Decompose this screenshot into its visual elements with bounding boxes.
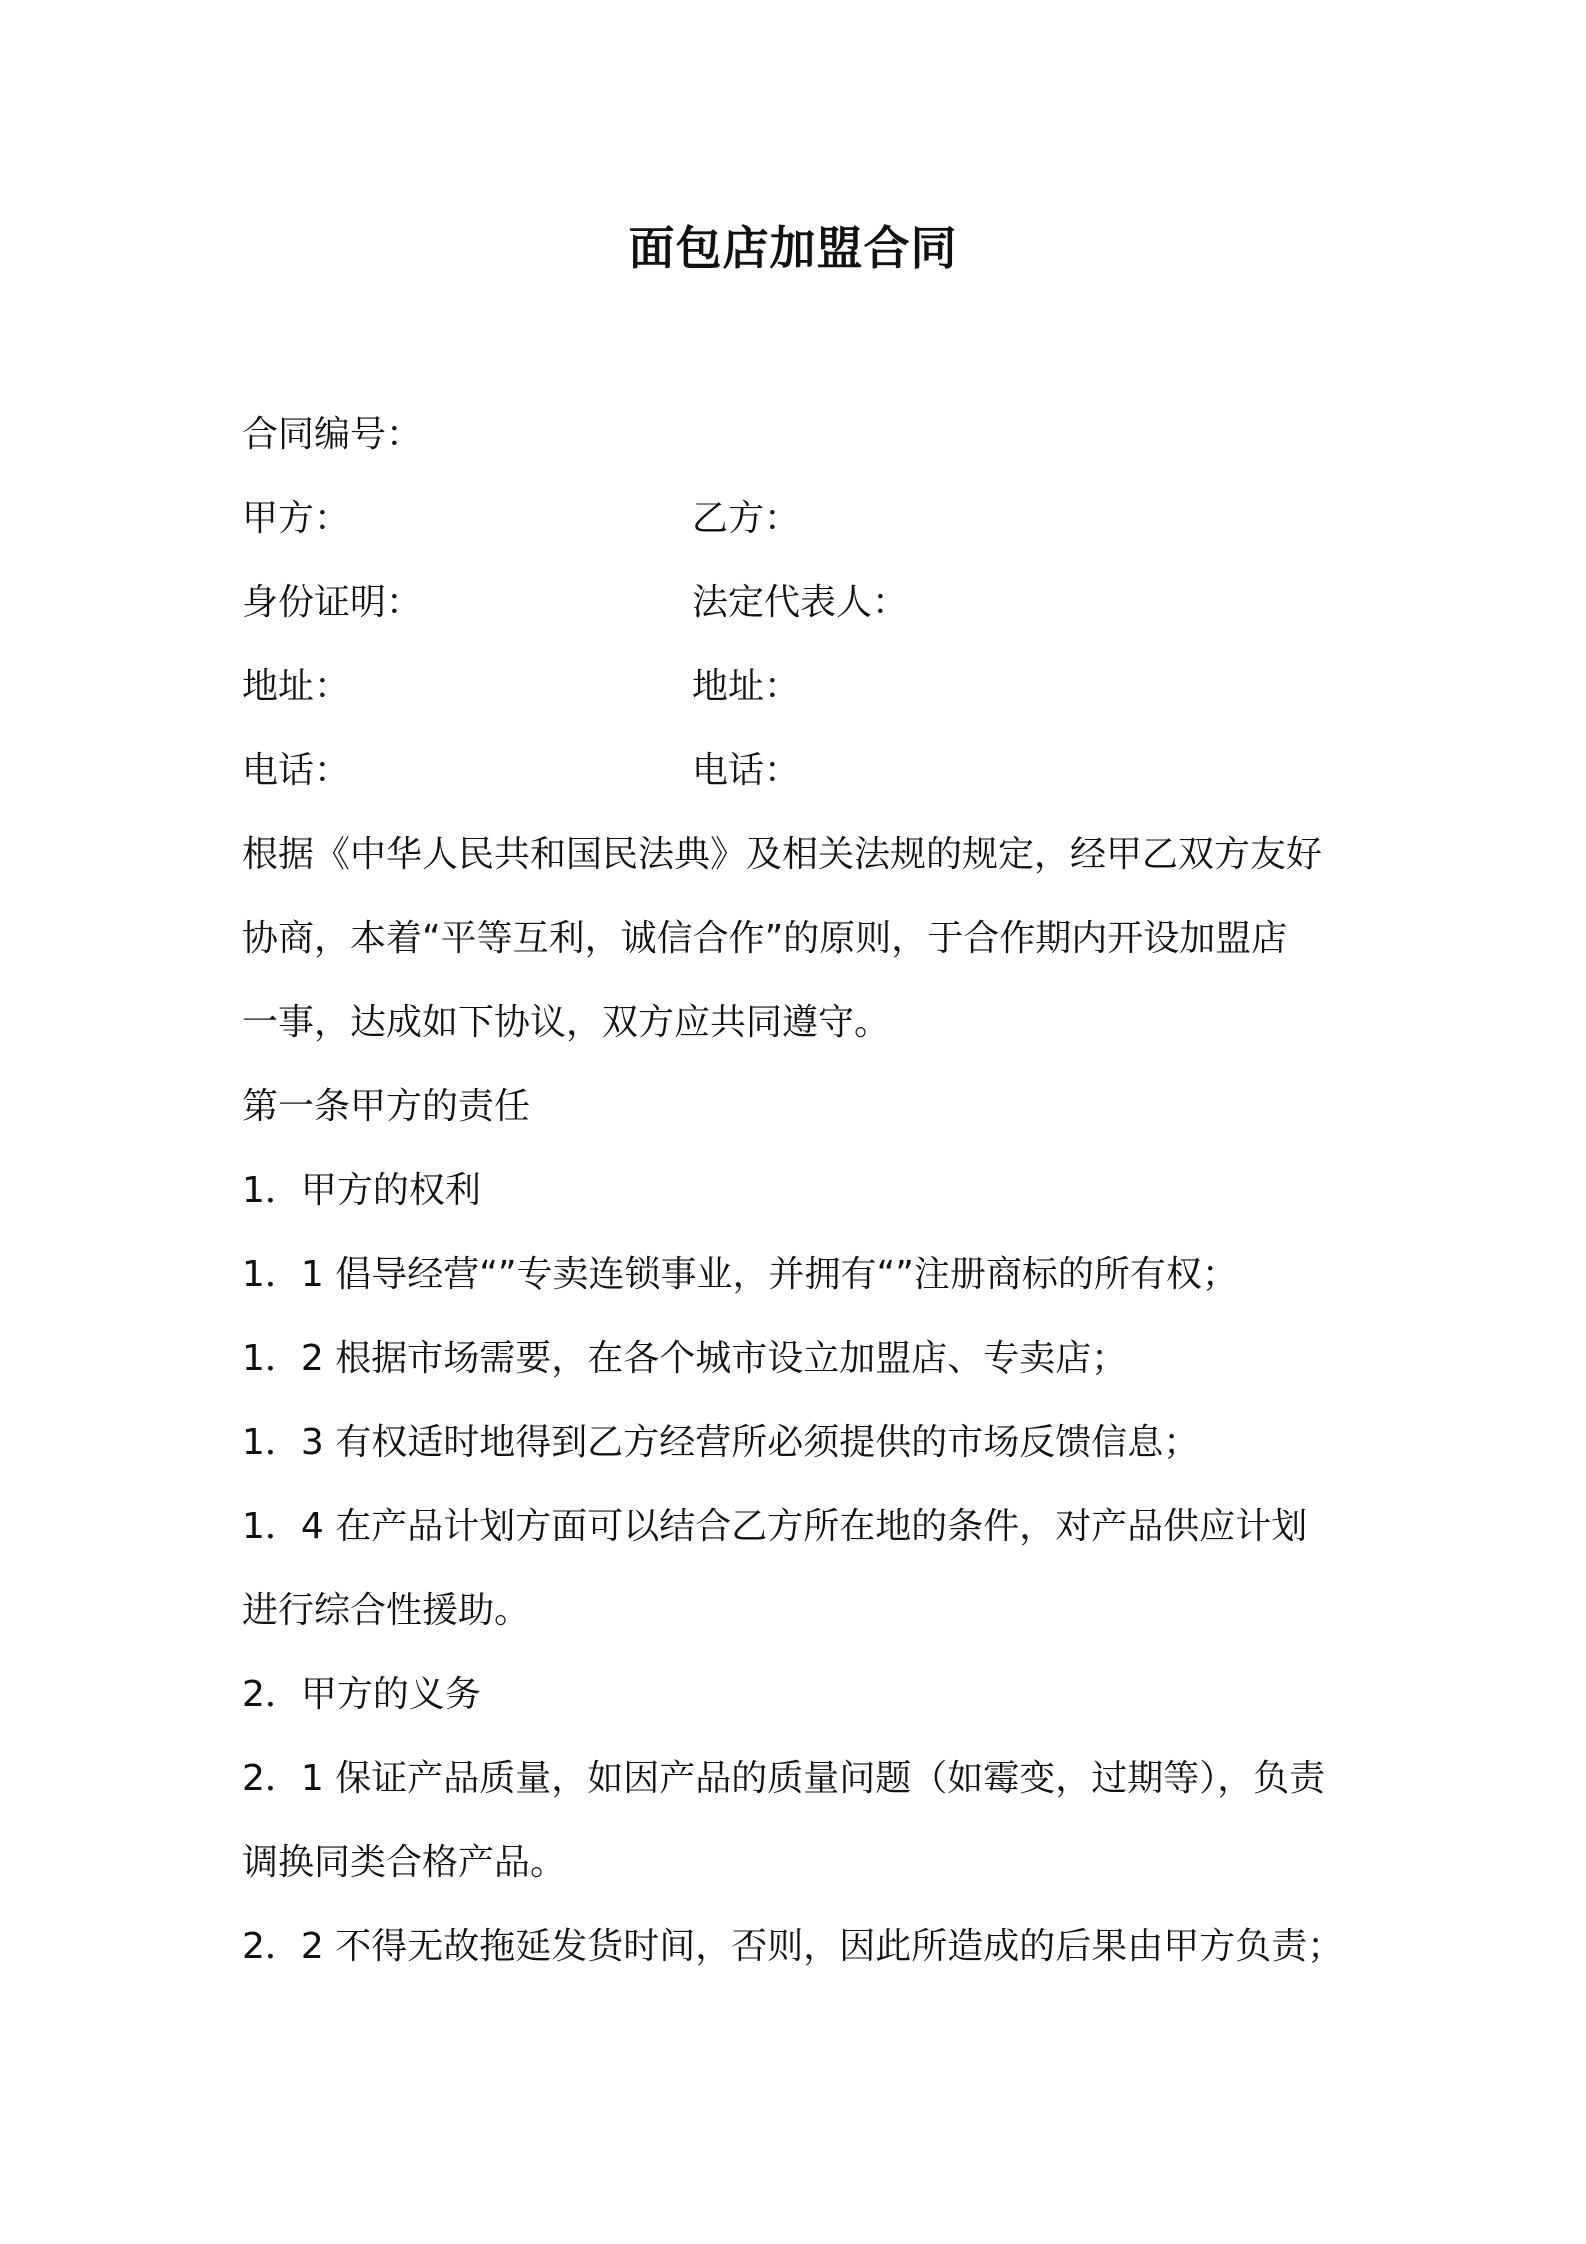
clause-line: 2．2 不得无故拖延发货时间，否则，因此所造成的后果由甲方负责； (242, 1926, 1344, 1967)
body-line: 协商，本着“平等互利，诚信合作”的原则，于合作期内开设加盟店 (242, 918, 1288, 959)
party-b-legal-rep-label: 法定代表人： (692, 582, 909, 623)
party-a-label: 甲方： (242, 498, 351, 539)
body-line: 一事，达成如下协议，双方应共同遵守。 (242, 1002, 891, 1043)
document-title: 面包店加盟合同 (628, 221, 958, 275)
section-heading: 1．甲方的权利 (242, 1170, 481, 1211)
section-heading: 2．甲方的义务 (242, 1674, 481, 1715)
article-heading: 第一条甲方的责任 (242, 1086, 531, 1127)
party-a-phone-label: 电话： (242, 750, 351, 791)
party-b-address-label: 地址： (692, 666, 801, 707)
clause-line: 进行综合性援助。 (242, 1590, 531, 1631)
clause-line: 1．1 倡导经营“”专卖连锁事业，并拥有“”注册商标的所有权； (242, 1254, 1238, 1295)
clause-line: 1．3 有权适时地得到乙方经营所必须提供的市场反馈信息； (242, 1422, 1200, 1463)
party-a-id-label: 身份证明： (242, 582, 423, 623)
body-line: 根据《中华人民共和国民法典》及相关法规的规定，经甲乙双方友好 (242, 834, 1323, 875)
party-b-label: 乙方： (692, 498, 801, 539)
party-b-phone-label: 电话： (692, 750, 801, 791)
clause-line: 2．1 保证产品质量，如因产品的质量问题（如霉变，过期等），负责 (242, 1758, 1326, 1799)
clause-line: 1．2 根据市场需要，在各个城市设立加盟店、专卖店； (242, 1338, 1128, 1379)
contract-number-label: 合同编号： (242, 414, 423, 455)
clause-line: 1．4 在产品计划方面可以结合乙方所在地的条件，对产品供应计划 (242, 1506, 1308, 1547)
party-a-address-label: 地址： (242, 666, 351, 707)
clause-line: 调换同类合格产品。 (242, 1842, 567, 1883)
